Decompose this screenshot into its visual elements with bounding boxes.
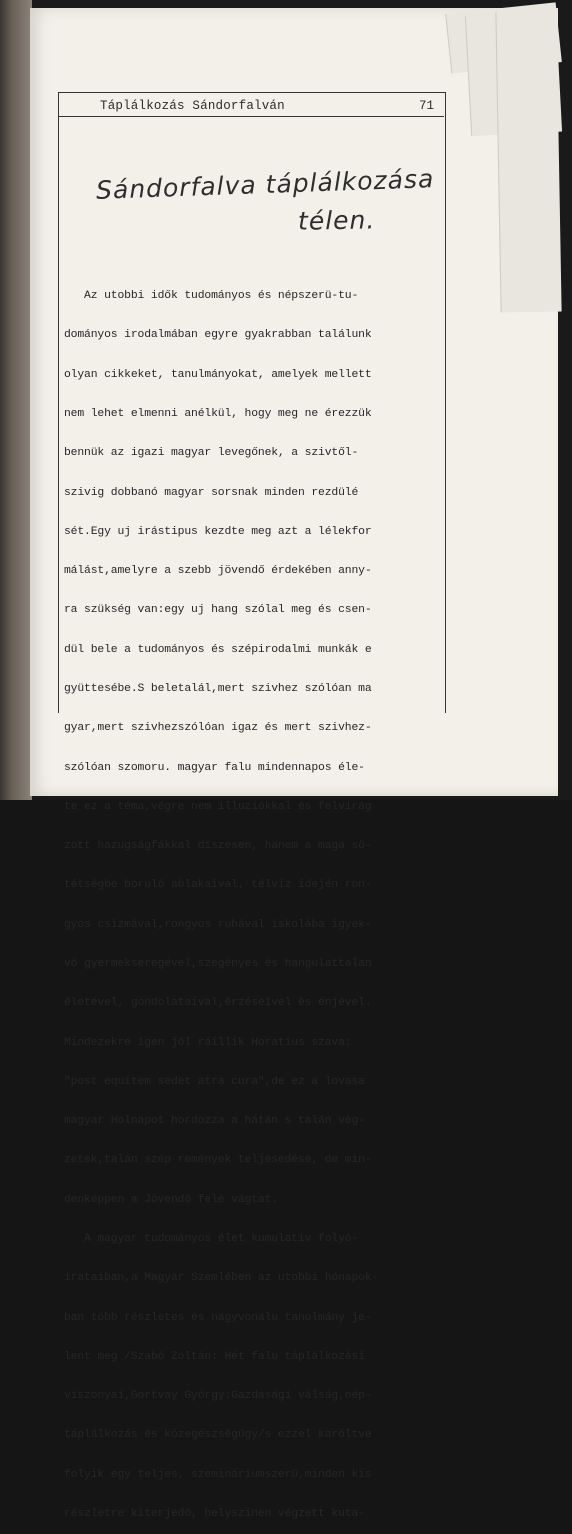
text-line: "post equitem sedet atra cura",de ez a lovasa <box>64 1075 365 1088</box>
text-line: zott hazugságfákkal diszesen, hanem a maga sö- <box>64 840 372 853</box>
text-line: lent meg /Szabó Zoltán: Hét falu táplálkozási <box>64 1350 365 1363</box>
text-line: nem lehet elmenni anélkül, hogy meg ne érezzük <box>64 408 372 421</box>
text-line: irataiban,a Magyar Szemlében az utobbi hónapok- <box>64 1272 379 1285</box>
text-line: vő gyermekseregével,szegényes és hangulattalan <box>64 957 372 970</box>
text-line: folyik egy teljes, szemináriumszerü,minden kis <box>64 1468 372 1481</box>
text-line: magyar Holnapot hordozza a hátán s talán vég- <box>64 1115 365 1128</box>
text-line: szivig dobbanó magyar sorsnak minden rezdülé <box>64 486 359 499</box>
text-line: gyar,mert szivhezszólóan igaz és mert szivhez- <box>64 722 372 735</box>
text-line: málást,amelyre a szebb jövendő érdekében anny- <box>64 565 372 578</box>
book-binding <box>0 0 32 800</box>
text-line: életével, gondolataival,érzéseivel és énjével. <box>64 997 372 1010</box>
text-line: te ez a téma,végre nem illuziókkal és felvirág <box>64 800 372 813</box>
text-line: ra szükség van:egy uj hang szólal meg és csen- <box>64 604 372 617</box>
handwritten-title-continuation: télen. <box>297 205 376 236</box>
text-line: viszonyai,Gortvay György:Gazdasági válság,nép- <box>64 1390 372 1403</box>
running-head: Táplálkozás Sándorfalván <box>100 99 285 113</box>
handwritten-title: Sándorfalva táplálkozása <box>95 164 435 205</box>
text-line: olyan cikkeket, tanulmányokat, amelyek mellett <box>64 368 372 381</box>
text-line: szólóan szomoru. magyar falu mindennapos éle- <box>64 761 365 774</box>
text-line: Mindezekre igen jól ráillik Horatius szava: <box>64 1036 352 1049</box>
text-line: Az utobbi idők tudományos és népszerü-tu- <box>64 290 359 303</box>
text-line: ban több részletes és nagyvonalu tanulmány je- <box>64 1311 372 1324</box>
text-line: tétségbe boruló ablakaival, télviz idején ron- <box>64 879 372 892</box>
text-line: gyüttesébe.S beletalál,mert szivhez szólóan ma <box>64 683 372 695</box>
text-line: zetek,talán szép remények teljesedése, de min- <box>64 1154 372 1167</box>
text-line: részletre kiterjedő, helyszinen végzett kuta- <box>64 1507 365 1520</box>
page-number: 71 <box>419 99 435 113</box>
text-line: dományos irodalmában egyre gyakrabban találunk <box>64 329 372 342</box>
text-line: gyos csizmával,rongyos ruhával iskolába igyek- <box>64 918 372 931</box>
text-line: A magyar tudományos élet kumulativ folyó- <box>64 1232 359 1245</box>
text-line: táplálkozás és közegészségügy/s ezzel karöltve <box>64 1429 372 1442</box>
body-text <box>64 264 444 1534</box>
text-line: dül bele a tudományos és szépirodalmi munkák e <box>64 643 372 656</box>
text-line: denképpen a Jövendő felé vágtat. <box>64 1193 278 1206</box>
text-line: bennük az igazi magyar levegőnek, a szivtől- <box>64 447 359 460</box>
text-line: sét.Egy uj irástipus kezdte meg azt a lélekfor <box>64 525 372 538</box>
